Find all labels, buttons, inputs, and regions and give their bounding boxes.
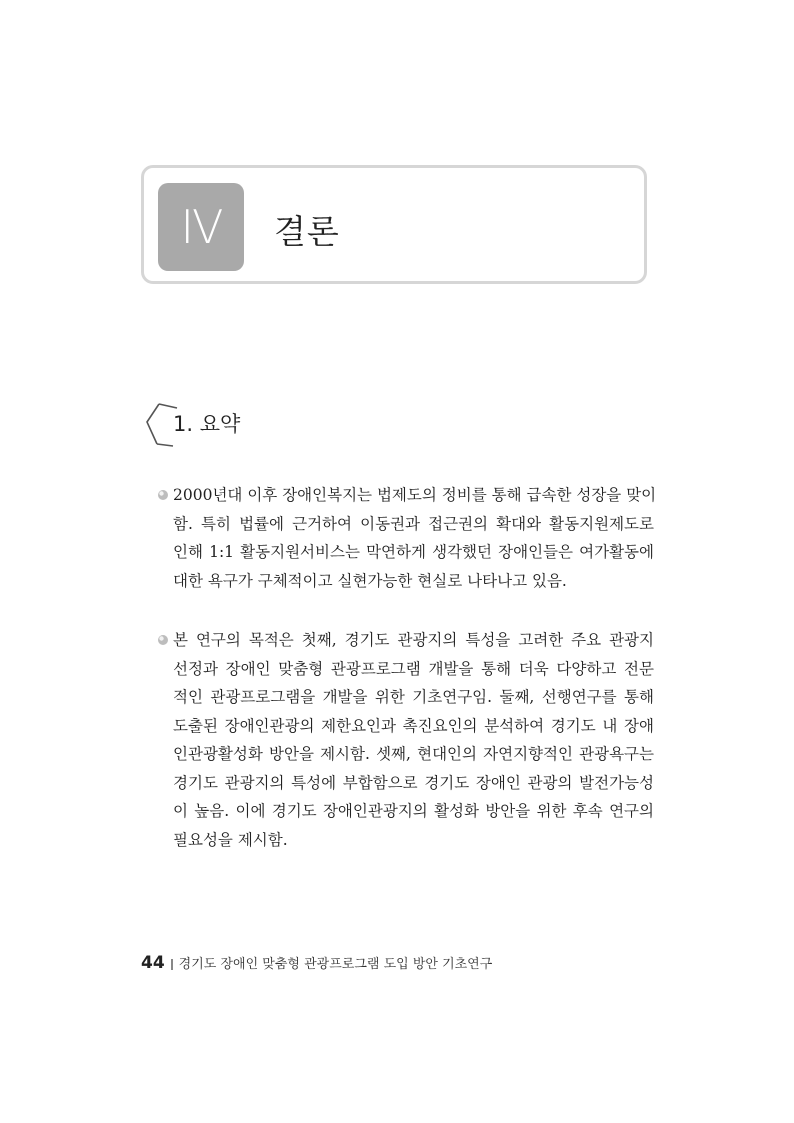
footer-divider	[171, 959, 173, 970]
section-title: 1. 요약	[173, 412, 241, 436]
paragraph-line: 대한 욕구가 구체적이고 실현가능한 현실로 나타나고 있음.	[173, 571, 567, 590]
paragraph-line: 인해 1:1 활동지원서비스는 막연하게 생각했던 장애인들은 여가활동에	[173, 543, 654, 561]
paragraph-line: 인관광활성화 방안을 제시함. 셋째, 현대인의 자연지향적인 관광욕구는	[173, 745, 654, 763]
page-footer	[141, 953, 492, 973]
paragraph-line: 경기도 관광지의 특성에 부합함으로 경기도 장애인 관광의 발전가능성	[173, 773, 654, 792]
summary-paragraph-2	[157, 626, 654, 854]
paragraph-line: 본 연구의 목적은 첫째, 경기도 관광지의 특성을 고려한 주요 관광지	[173, 631, 654, 649]
bullet-icon	[157, 634, 169, 646]
paragraph-line: 필요성을 제시함.	[173, 830, 288, 849]
paragraph-line: 이 높음. 이에 경기도 장애인관광지의 활성화 방안을 위한 후속 연구의	[173, 802, 654, 820]
paragraph-line: 적인 관광프로그램을 개발을 위한 기초연구임. 둘째, 선행연구를 통해	[173, 688, 654, 706]
chapter-number: IV	[158, 183, 244, 271]
chapter-header	[141, 165, 647, 284]
chapter-title: 결론	[274, 212, 340, 251]
bullet-icon	[157, 489, 169, 501]
paragraph-line: 도출된 장애인관광의 제한요인과 촉진요인의 분석하여 경기도 내 장애	[173, 716, 654, 735]
paragraph-line: 함. 특히 법률에 근거하여 이동권과 접근권의 확대와 활동지원제도로	[173, 514, 654, 533]
summary-paragraph-1	[157, 481, 657, 595]
paragraph-line: 선정과 장애인 맞춤형 관광프로그램 개발을 통해 더욱 다양하고 전문	[173, 659, 654, 678]
paragraph-line: 2000년대 이후 장애인복지는 법제도의 정비를 통해 급속한 성장을 맞이	[173, 486, 657, 504]
section-heading	[143, 402, 343, 448]
running-title: 경기도 장애인 맞춤형 관광프로그램 도입 방안 기초연구	[178, 957, 493, 972]
page-number: 44	[141, 953, 165, 973]
